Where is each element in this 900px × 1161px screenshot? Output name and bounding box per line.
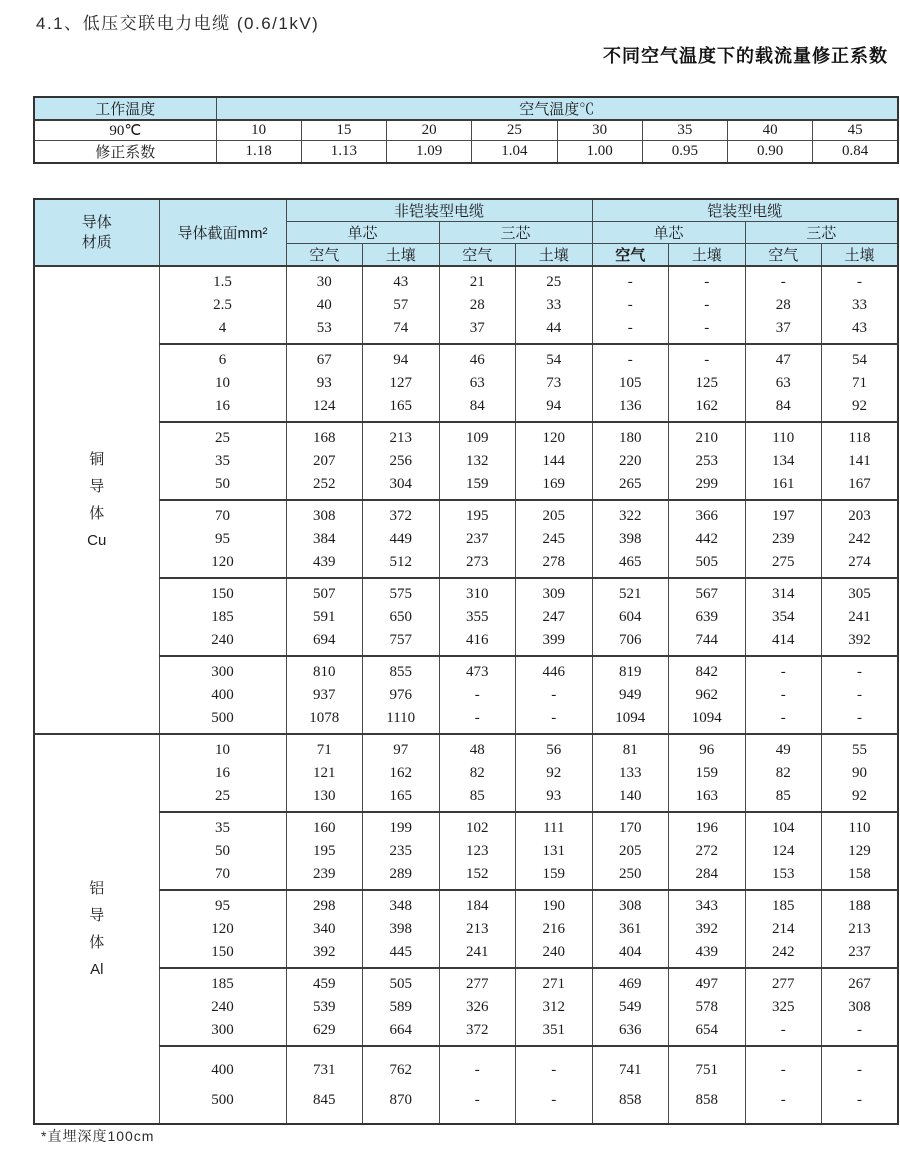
table-row — [34, 500, 898, 578]
value-cell: 109 132 159 — [439, 422, 516, 500]
size-cell: 1.5 2.5 4 — [159, 266, 286, 344]
value-cell: 104 124 153 — [745, 812, 822, 890]
table-row — [34, 97, 898, 120]
size-cell: 35 50 70 — [159, 812, 286, 890]
value-cell: 575 650 757 — [363, 578, 440, 656]
factor-cell: 1.18 — [216, 141, 301, 164]
value-cell: 111 131 159 — [516, 812, 593, 890]
value-cell: 372 449 512 — [363, 500, 440, 578]
table-row — [34, 656, 898, 734]
value-cell: 267 308 - — [822, 968, 899, 1046]
value-cell: 196 272 284 — [669, 812, 746, 890]
value-cell: 505 589 664 — [363, 968, 440, 1046]
factor-cell: 1.09 — [387, 141, 472, 164]
value-cell: - - - — [822, 656, 899, 734]
factor-cell: 0.90 — [728, 141, 813, 164]
value-cell: - - - — [669, 266, 746, 344]
value-cell: - - - — [745, 656, 822, 734]
factor-cell: 1.13 — [301, 141, 386, 164]
value-cell: 810 937 1078 — [286, 656, 363, 734]
value-cell: 199 235 289 — [363, 812, 440, 890]
value-cell: 731 845 — [286, 1046, 363, 1124]
value-cell: 205 245 278 — [516, 500, 593, 578]
value-cell: 459 539 629 — [286, 968, 363, 1046]
value-cell: 67 93 124 — [286, 344, 363, 422]
value-cell: 271 312 351 — [516, 968, 593, 1046]
value-cell: 96 159 163 — [669, 734, 746, 812]
temperature-cell: 20 — [387, 120, 472, 141]
value-cell: 277 325 - — [745, 968, 822, 1046]
value-cell: 54 71 92 — [822, 344, 899, 422]
temperature-cell: 15 — [301, 120, 386, 141]
value-cell: 469 549 636 — [592, 968, 669, 1046]
page-title: 4.1、低压交联电力电缆 (0.6/1kV) — [36, 14, 320, 33]
value-cell: - - - — [592, 266, 669, 344]
temperature-cell: 25 — [472, 120, 557, 141]
table-row — [34, 266, 898, 344]
value-cell: 160 195 239 — [286, 812, 363, 890]
size-cell: 70 95 120 — [159, 500, 286, 578]
value-cell: 180 220 265 — [592, 422, 669, 500]
material-cell: 铝 导 体 Al — [34, 734, 159, 1124]
table-row — [34, 968, 898, 1046]
value-cell: 102 123 152 — [439, 812, 516, 890]
factor-cell: 1.04 — [472, 141, 557, 164]
header-air: 空气 — [439, 244, 516, 267]
header-soil: 土壤 — [822, 244, 899, 267]
header-cross-section: 导体截面mm² — [159, 199, 286, 266]
value-cell: 97 162 165 — [363, 734, 440, 812]
table-row — [34, 344, 898, 422]
value-cell: 497 578 654 — [669, 968, 746, 1046]
factor-cell: 1.00 — [557, 141, 642, 164]
working-temp-header: 工作温度 — [34, 97, 216, 120]
value-cell: 21 28 37 — [439, 266, 516, 344]
value-cell: 819 949 1094 — [592, 656, 669, 734]
temperature-cell: 45 — [813, 120, 898, 141]
header-three-core: 三芯 — [745, 222, 898, 244]
value-cell: - - — [516, 1046, 593, 1124]
value-cell: 55 90 92 — [822, 734, 899, 812]
table-row — [34, 141, 898, 164]
value-cell: 348 398 445 — [363, 890, 440, 968]
size-cell: 25 35 50 — [159, 422, 286, 500]
header-soil: 土壤 — [669, 244, 746, 267]
air-temp-header: 空气温度℃ — [216, 97, 898, 120]
header-soil: 土壤 — [363, 244, 440, 267]
value-cell: 46 63 84 — [439, 344, 516, 422]
factor-label: 修正系数 — [34, 141, 216, 164]
temperature-cell: 30 — [557, 120, 642, 141]
value-cell: 309 247 399 — [516, 578, 593, 656]
table-row — [34, 120, 898, 141]
value-cell: 343 392 439 — [669, 890, 746, 968]
size-cell: 10 16 25 — [159, 734, 286, 812]
header-conductor-material: 导体 材质 — [34, 199, 159, 266]
cable-table-body — [34, 266, 898, 1124]
value-cell: - - — [745, 1046, 822, 1124]
header-armored-cable: 铠装型电缆 — [592, 199, 898, 222]
value-cell: - 28 37 — [745, 266, 822, 344]
value-cell: 48 82 85 — [439, 734, 516, 812]
value-cell: 305 241 392 — [822, 578, 899, 656]
value-cell: 298 340 392 — [286, 890, 363, 968]
size-cell: 95 120 150 — [159, 890, 286, 968]
factor-cell: 0.95 — [642, 141, 727, 164]
value-cell: 842 962 1094 — [669, 656, 746, 734]
value-cell: 54 73 94 — [516, 344, 593, 422]
value-cell: 741 858 — [592, 1046, 669, 1124]
table-row — [34, 422, 898, 500]
value-cell: 184 213 241 — [439, 890, 516, 968]
value-cell: 366 442 505 — [669, 500, 746, 578]
footnote: *直埋深度100cm — [41, 1128, 155, 1144]
header-air: 空气 — [286, 244, 363, 267]
size-cell: 150 185 240 — [159, 578, 286, 656]
value-cell: - - — [439, 1046, 516, 1124]
temperature-cell: 40 — [728, 120, 813, 141]
table-header-row — [34, 199, 898, 222]
value-cell: 30 40 53 — [286, 266, 363, 344]
header-air: 空气 — [745, 244, 822, 267]
value-cell: 56 92 93 — [516, 734, 593, 812]
value-cell: 308 384 439 — [286, 500, 363, 578]
value-cell: - - — [822, 1046, 899, 1124]
value-cell: 203 242 274 — [822, 500, 899, 578]
value-cell: 188 213 237 — [822, 890, 899, 968]
value-cell: 308 361 404 — [592, 890, 669, 968]
table-row — [34, 578, 898, 656]
value-cell: 507 591 694 — [286, 578, 363, 656]
value-cell: 94 127 165 — [363, 344, 440, 422]
value-cell: 567 639 744 — [669, 578, 746, 656]
table-row — [34, 734, 898, 812]
value-cell: 43 57 74 — [363, 266, 440, 344]
value-cell: - 125 162 — [669, 344, 746, 422]
value-cell: 473 - - — [439, 656, 516, 734]
value-cell: 213 256 304 — [363, 422, 440, 500]
value-cell: 751 858 — [669, 1046, 746, 1124]
value-cell: 446 - - — [516, 656, 593, 734]
table-row — [34, 890, 898, 968]
size-cell: 300 400 500 — [159, 656, 286, 734]
size-cell: 6 10 16 — [159, 344, 286, 422]
ampacity-table — [33, 198, 899, 1125]
value-cell: 71 121 130 — [286, 734, 363, 812]
header-single-core: 单芯 — [592, 222, 745, 244]
table-row — [34, 812, 898, 890]
header-three-core: 三芯 — [439, 222, 592, 244]
temperature-cell: 35 — [642, 120, 727, 141]
value-cell: 762 870 — [363, 1046, 440, 1124]
value-cell: - 33 43 — [822, 266, 899, 344]
header-air: 空气 — [592, 244, 669, 267]
table-row — [34, 1046, 898, 1124]
header-soil: 土壤 — [516, 244, 593, 267]
size-cell: 400 500 — [159, 1046, 286, 1124]
header-unarmored-cable: 非铠装型电缆 — [286, 199, 592, 222]
value-cell: 310 355 416 — [439, 578, 516, 656]
value-cell: 197 239 275 — [745, 500, 822, 578]
factor-cell: 0.84 — [813, 141, 898, 164]
value-cell: 168 207 252 — [286, 422, 363, 500]
value-cell: 110 129 158 — [822, 812, 899, 890]
value-cell: 185 214 242 — [745, 890, 822, 968]
value-cell: 81 133 140 — [592, 734, 669, 812]
value-cell: 277 326 372 — [439, 968, 516, 1046]
value-cell: 118 141 167 — [822, 422, 899, 500]
value-cell: 47 63 84 — [745, 344, 822, 422]
value-cell: 322 398 465 — [592, 500, 669, 578]
value-cell: 210 253 299 — [669, 422, 746, 500]
value-cell: 120 144 169 — [516, 422, 593, 500]
size-cell: 185 240 300 — [159, 968, 286, 1046]
material-cell: 铜 导 体 Cu — [34, 266, 159, 734]
value-cell: 314 354 414 — [745, 578, 822, 656]
value-cell: 25 33 44 — [516, 266, 593, 344]
correction-table-title: 不同空气温度下的载流量修正系数 — [603, 46, 888, 66]
correction-factor-table — [33, 96, 899, 164]
value-cell: 521 604 706 — [592, 578, 669, 656]
value-cell: - 105 136 — [592, 344, 669, 422]
value-cell: 110 134 161 — [745, 422, 822, 500]
value-cell: 195 237 273 — [439, 500, 516, 578]
temperature-cell: 10 — [216, 120, 301, 141]
working-temp-value: 90℃ — [34, 120, 216, 141]
value-cell: 49 82 85 — [745, 734, 822, 812]
value-cell: 170 205 250 — [592, 812, 669, 890]
header-single-core: 单芯 — [286, 222, 439, 244]
value-cell: 190 216 240 — [516, 890, 593, 968]
value-cell: 855 976 1110 — [363, 656, 440, 734]
